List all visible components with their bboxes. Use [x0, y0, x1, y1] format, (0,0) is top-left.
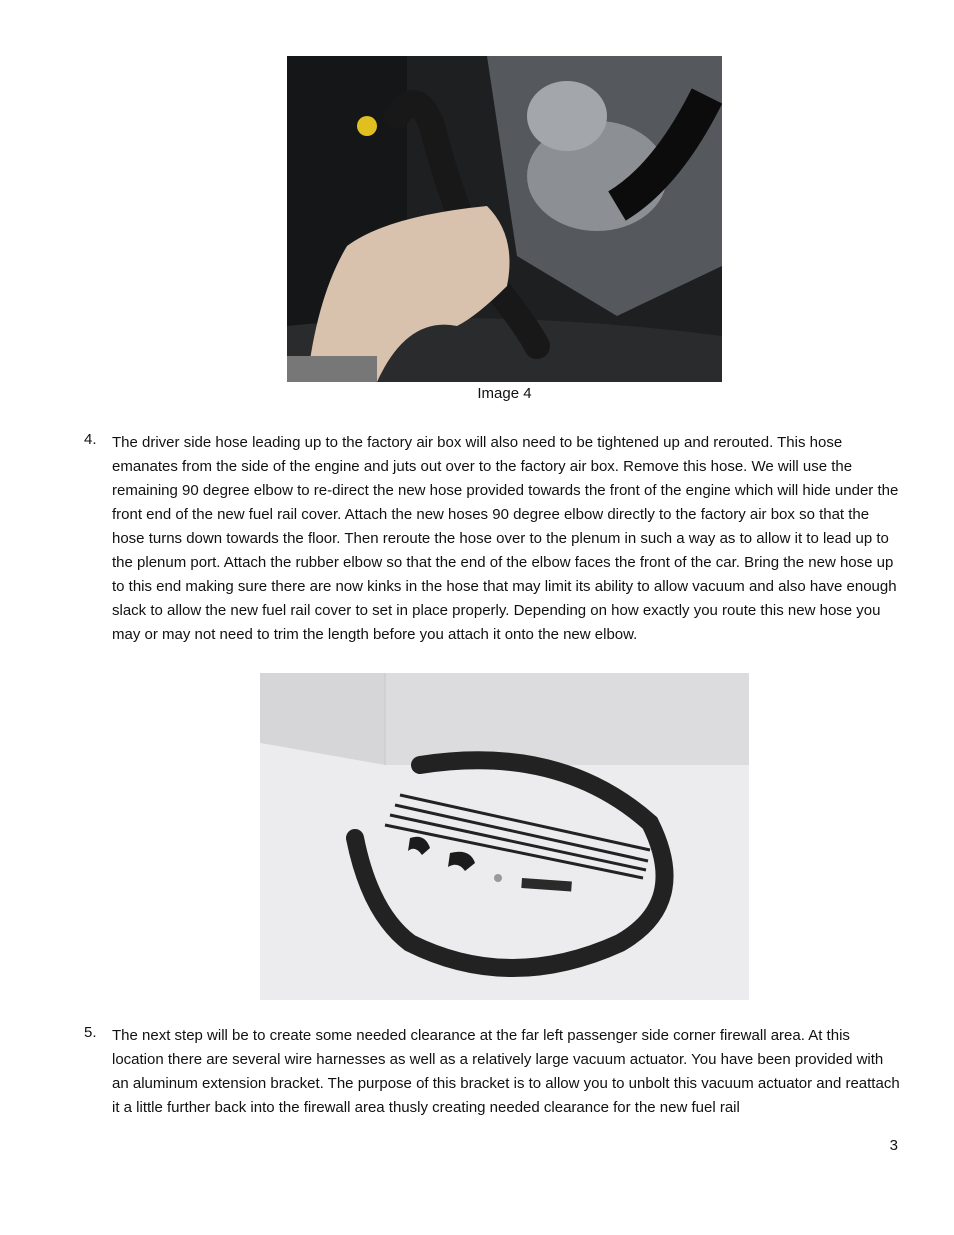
step-text: The driver side hose leading up to the factory air box will also need to be tightened up and rerouted. This hose emanates from the side of the engine and juts out over to the factory air box. Remove this hose. We will use the remaining 90 degree elbow to re-direct the new hose provided towards the front of the engine which will hide under the front end of the new fuel rail cover. Attach the new hoses 90 degree elbow directly to the factory air box so that the hose turns down towards the floor. Then reroute the hose over to the plenum in such a way as to allow it to lead up to the plenum port. Attach the rubber elbow so that the end of the elbow faces the front of the car. Bring the new hose up to this end making sure there are now kinks in the hose that may limit its ability to allow vacuum and also have enough slack to allow the new fuel rail cover to set in place properly. Depending on how exactly you route this new hose you may or may not need to trim the length before you attach it onto the new elbow.	[112, 434, 899, 643]
image-caption: Image 4	[477, 385, 532, 402]
engine-bay-hose-photo	[287, 56, 722, 382]
page-number: 3	[889, 1137, 898, 1154]
step-number: 4.	[84, 431, 97, 448]
step-number: 5.	[84, 1024, 97, 1041]
kit-contents-photo	[260, 673, 749, 1000]
step-text: The next step will be to create some needed clearance at the far left passenger side corner firewall area. At this location there are several wire harnesses as well as a relatively large vacuum actuator. You have been provided with an aluminum extension bracket. The purpose of this bracket is to allow you to unbolt this vacuum actuator and reattach it a little further back into the firewall area thusly creating needed clearance for the new fuel rail	[112, 1027, 900, 1116]
